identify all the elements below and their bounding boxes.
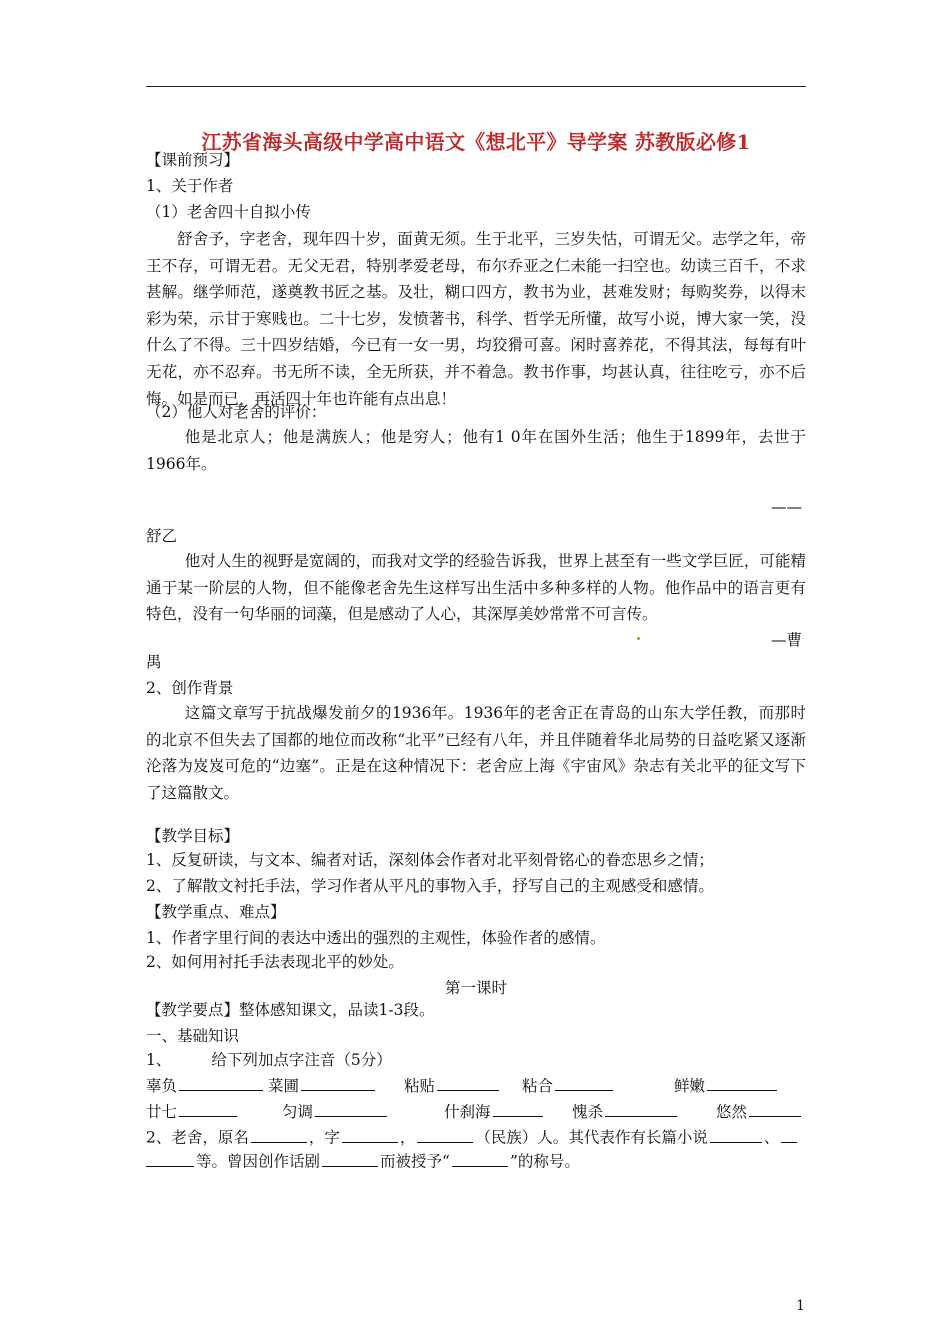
answer-blank[interactable] <box>342 1126 398 1143</box>
q1-row-1 <box>146 1074 826 1096</box>
question-1 <box>146 1050 392 1070</box>
answer-blank[interactable] <box>452 1150 508 1167</box>
eval-heading: （2）他人对老舍的评价： <box>146 403 327 421</box>
section-preview-heading: 【课前预习】 <box>146 151 240 169</box>
eval1-author: 舒乙 <box>146 527 178 545</box>
answer-blank[interactable] <box>707 1075 777 1092</box>
eval2-author: 禺 <box>146 653 162 671</box>
q1-word: 粘合 <box>522 1077 554 1095</box>
basics-heading: 一、基础知识 <box>146 1027 240 1045</box>
background-heading: 2、创作背景 <box>146 679 234 697</box>
q1-word: 什刹海 <box>444 1103 491 1121</box>
bio-paragraph: 舒舍予，字老舍，现年四十岁，面黄无须。生于北平，三岁失怙，可谓无父。志学之年，帝王不存，可谓无君。无父无君，特别孝爱老母，布尔乔亚之仁未能一扫空也。幼读三百千，不求甚解。继学师范，遂奠教书匠之基。及壮，糊口四方，教书为业，甚难发财；每购奖券，以得末彩为荣，示甘于寒贱也。二十七岁，发愤著书，科学、哲学无所懂，故写小说，博大家一笑，没什么了不得。三十四岁结婚，今已有一女一男，均狡猾可喜。闲时喜养花，不得其法，每每有叶无花，亦不忍弃。书无所不读，全无所获，并不着急。教书作事，均甚认真，往往吃亏，亦不后悔。如是而已，再活四十年也许能有点出息！ <box>146 230 806 408</box>
answer-blank[interactable] <box>322 1150 378 1167</box>
bio-heading: （1）老舍四十自拟小传 <box>146 203 311 221</box>
stray-dot <box>637 637 640 640</box>
answer-blank[interactable] <box>710 1126 762 1143</box>
page-number: 1 <box>796 1298 805 1314</box>
answer-blank[interactable] <box>301 1075 375 1092</box>
eval2-paragraph: 他对人生的视野是宽阔的，而我对文学的经验告诉我，世界上甚至有一些文学巨匠，可能精通于某一阶层的人物，但不能像老舍先生这样写出生活中多种多样的人物。他作品中的语言更有特色，没有一句华丽的词藻，但是感动了人心，其深厚美妙常常不可言传。 <box>146 552 806 624</box>
keypoint-item-1: 1、作者字里行间的表达中透出的强烈的主观性，体验作者的感情。 <box>146 929 606 947</box>
q2-text: ，字 <box>308 1128 340 1147</box>
background-paragraph: 这篇文章写于抗战爆发前夕的1936年。1936年的老舍正在青岛的山东大学任教，而那时的北京不但失去了国都的地位而改称“北平”已经有八年，并且伴随着华北局势的日益吃紧又逐渐沦落为岌岌可危的“边塞”。正是在这种情况下：老舍应上海《宇宙风》杂志有关北平的征文写下了这篇散文。 <box>146 704 806 802</box>
q2-text: ， <box>399 1128 416 1147</box>
question-2-line-2 <box>146 1150 580 1172</box>
answer-blank[interactable] <box>781 1126 797 1143</box>
q2-text: 等。曾因创作话剧 <box>196 1152 321 1171</box>
goals-heading: 【教学目标】 <box>146 827 240 845</box>
lesson-focus-text: 整体感知课文，品读1-3段。 <box>239 1001 435 1019</box>
q1-word: 鲜嫩 <box>674 1077 706 1095</box>
answer-blank[interactable] <box>555 1075 613 1092</box>
goal-item-1: 1、反复研读，与文本、编者对话，深刻体会作者对北平刻骨铭心的眷恋思乡之情； <box>146 851 714 869</box>
page-title: 江苏省海头高级中学高中语文《想北平》导学案 苏教版必修1 <box>201 130 751 154</box>
answer-blank[interactable] <box>315 1101 387 1118</box>
answer-blank[interactable] <box>605 1101 677 1118</box>
keypoints-heading: 【教学重点、难点】 <box>146 903 286 921</box>
q1-word: 菜圃 <box>268 1077 300 1095</box>
question-1-number: 1、 <box>146 1051 172 1069</box>
about-author-heading: 1、关于作者 <box>146 177 234 195</box>
q2-text: ”的称号。 <box>509 1152 580 1171</box>
q1-word: 粘贴 <box>404 1077 436 1095</box>
q2-text: 2、老舍，原名 <box>146 1128 249 1147</box>
keypoint-item-2: 2、如何用衬托手法表现北平的妙处。 <box>146 953 404 971</box>
header-rule <box>146 86 806 87</box>
lesson-title: 第一课时 <box>444 979 507 997</box>
answer-blank[interactable] <box>146 1150 194 1167</box>
eval1-dash: —— <box>771 498 802 516</box>
goal-item-2: 2、了解散文衬托手法，学习作者从平凡的事物入手，抒写自己的主观感受和感情。 <box>146 877 714 895</box>
q1-word: 辜负 <box>146 1077 178 1095</box>
q1-word: 悠然 <box>716 1103 748 1121</box>
q2-text: 而被授予“ <box>380 1152 450 1171</box>
answer-blank[interactable] <box>179 1075 263 1092</box>
q2-text: 、 <box>763 1128 780 1147</box>
q2-text: （民族）人。其代表作有长篇小说 <box>475 1128 708 1147</box>
q1-row-2 <box>146 1100 826 1122</box>
answer-blank[interactable] <box>251 1126 307 1143</box>
answer-blank[interactable] <box>179 1101 237 1118</box>
lesson-focus <box>146 1000 434 1020</box>
q1-word: 廿七 <box>146 1103 178 1121</box>
answer-blank[interactable] <box>417 1126 473 1143</box>
answer-blank[interactable] <box>493 1101 543 1118</box>
q1-word: 愧杀 <box>572 1103 604 1121</box>
eval1-paragraph: 他是北京人；他是满族人；他是穷人；他有1 0年在国外生活；他生于1899年，去世于1966年。 <box>146 428 806 473</box>
eval2-dash: —曹 <box>770 631 802 649</box>
answer-blank[interactable] <box>437 1075 499 1092</box>
question-1-text: 给下列加点字注音（5分） <box>211 1051 392 1069</box>
q1-word: 匀调 <box>282 1103 314 1121</box>
answer-blank[interactable] <box>749 1101 801 1118</box>
lesson-focus-label: 【教学要点】 <box>146 1001 240 1019</box>
question-2-line-1 <box>146 1126 799 1148</box>
